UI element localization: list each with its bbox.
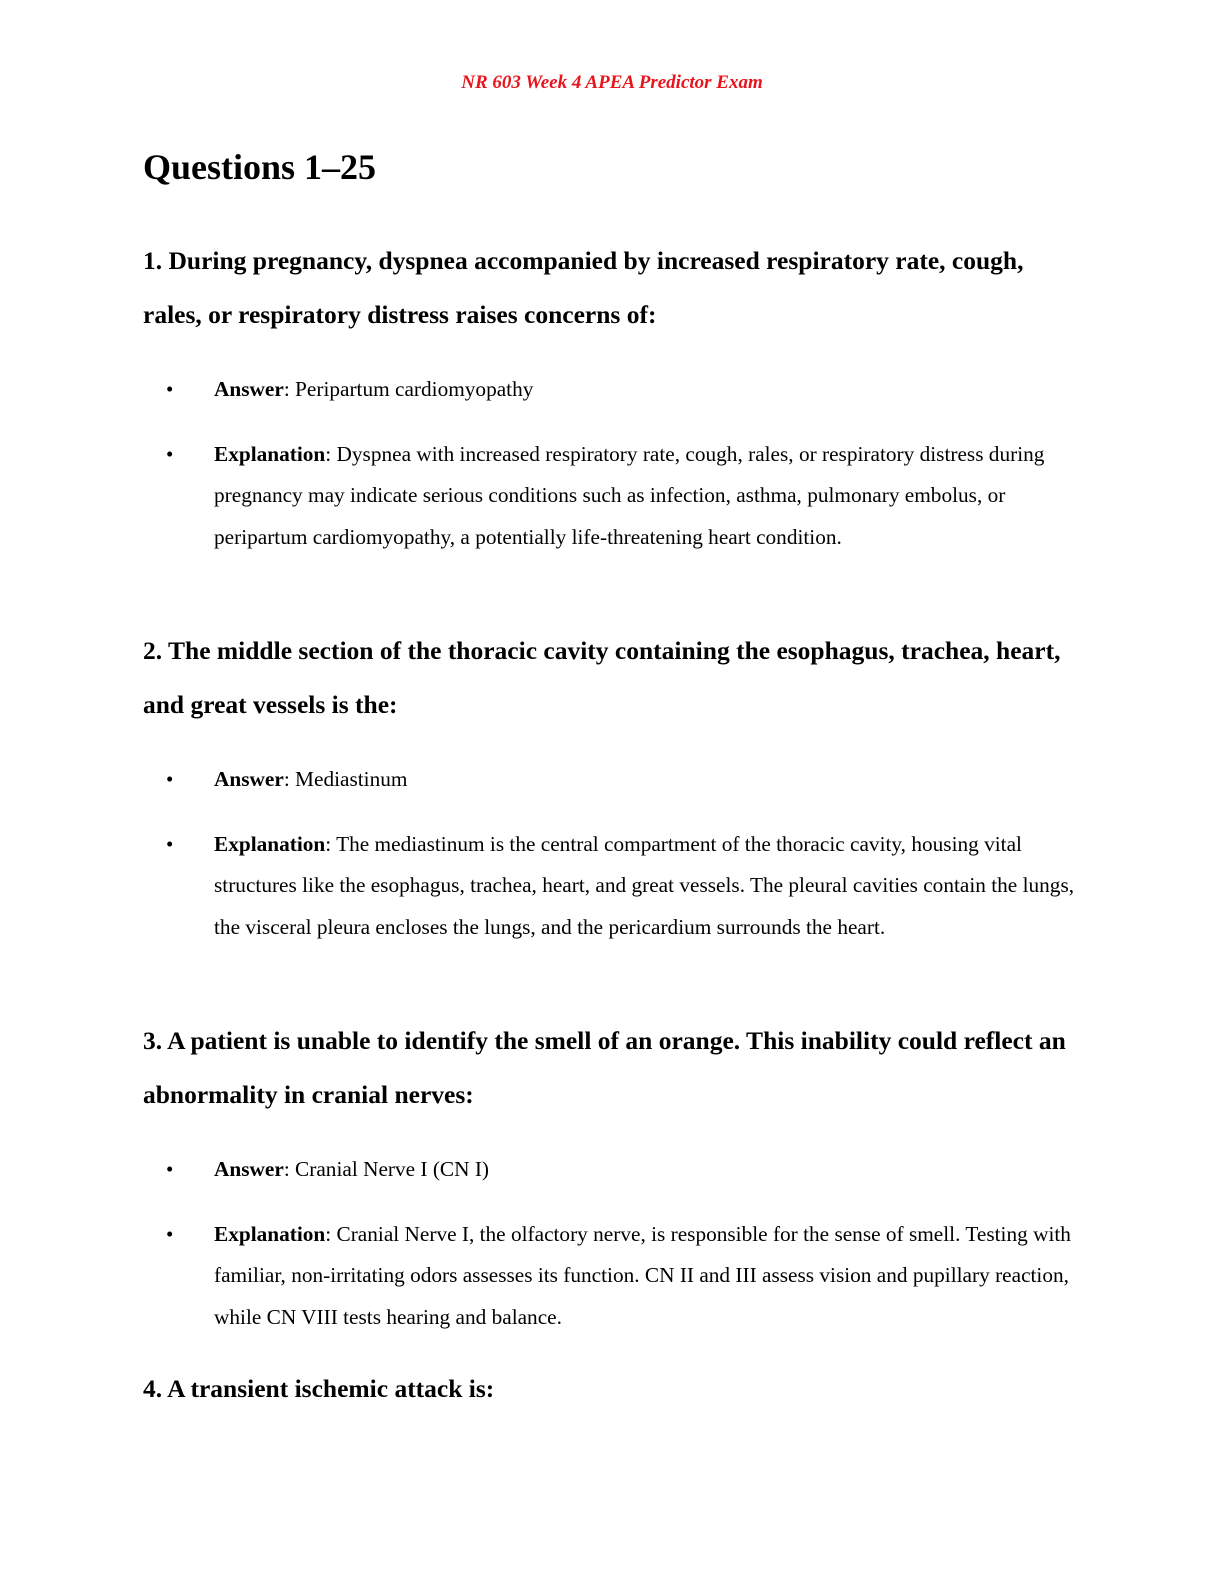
- question-1-text: 1. During pregnancy, dyspnea accompanied by increased respiratory rate, cough, rales, or respiratory distress raises concerns of:: [143, 246, 1024, 329]
- answer-label: Answer: [214, 377, 284, 401]
- bullet-icon: •: [166, 767, 174, 791]
- label-separator: :: [325, 1221, 332, 1246]
- explanation-label: Explanation: [214, 441, 326, 466]
- answer-text: Mediastinum: [289, 767, 408, 791]
- explanation-text: Dyspnea with increased respiratory rate, cough, rales, or respiratory distress during pregnancy may indicate serious conditions such as infection, asthma, pulmonary embolus, or peripartum cardiomyopathy, a potentially life-threatening heart condition.: [214, 441, 1045, 549]
- answer-text: Cranial Nerve I (CN I): [289, 1157, 490, 1181]
- bullet-icon: •: [166, 1221, 174, 1246]
- explanation-label: Explanation: [214, 831, 326, 856]
- bullet-icon: •: [166, 441, 174, 466]
- bullet-icon: •: [166, 831, 174, 856]
- question-2-explanation: [143, 824, 1078, 949]
- question-3-details: [143, 1149, 1078, 1338]
- question-3-text: 3. A patient is unable to identify the smell of an orange. This inability could reflect an abnormality in cranial nerves:: [143, 1026, 1066, 1109]
- answer-label: Answer: [214, 767, 284, 791]
- bullet-icon: •: [166, 1157, 174, 1181]
- label-separator: :: [283, 377, 290, 401]
- document-header: NR 603 Week 4 APEA Predictor Exam: [461, 72, 763, 93]
- question-1-answer: [143, 369, 1078, 411]
- explanation-text: Cranial Nerve I, the olfactory nerve, is responsible for the sense of smell. Testing with familiar, non-irritating odors assesses its function. CN II and III assess vision and pupillary reaction, while CN VIII tests hearing and balance.: [214, 1221, 1071, 1329]
- question-2-answer: [143, 759, 1078, 801]
- question-2-text: 2. The middle section of the thoracic cavity containing the esophagus, trachea, heart, and great vessels is the:: [143, 636, 1061, 719]
- question-2-details: [143, 759, 1078, 948]
- label-separator: :: [283, 1157, 290, 1181]
- section-title: Questions 1–25: [143, 147, 377, 187]
- label-separator: :: [325, 831, 332, 856]
- answer-text: Peripartum cardiomyopathy: [289, 377, 534, 401]
- question-4-text: 4. A transient ischemic attack is:: [143, 1374, 495, 1403]
- bullet-icon: •: [166, 377, 174, 401]
- explanation-label: Explanation: [214, 1221, 326, 1246]
- answer-label: Answer: [214, 1157, 284, 1181]
- question-3-explanation: [143, 1214, 1078, 1339]
- question-1-details: [143, 369, 1078, 558]
- explanation-text: The mediastinum is the central compartment of the thoracic cavity, housing vital structures like the esophagus, trachea, heart, and great vessels. The pleural cavities contain the lungs, the visceral pleura encloses the lungs, and the pericardium surrounds the heart.: [214, 831, 1075, 939]
- label-separator: :: [325, 441, 332, 466]
- question-3-answer: [143, 1149, 1078, 1191]
- label-separator: :: [283, 767, 290, 791]
- question-1-explanation: [143, 434, 1078, 559]
